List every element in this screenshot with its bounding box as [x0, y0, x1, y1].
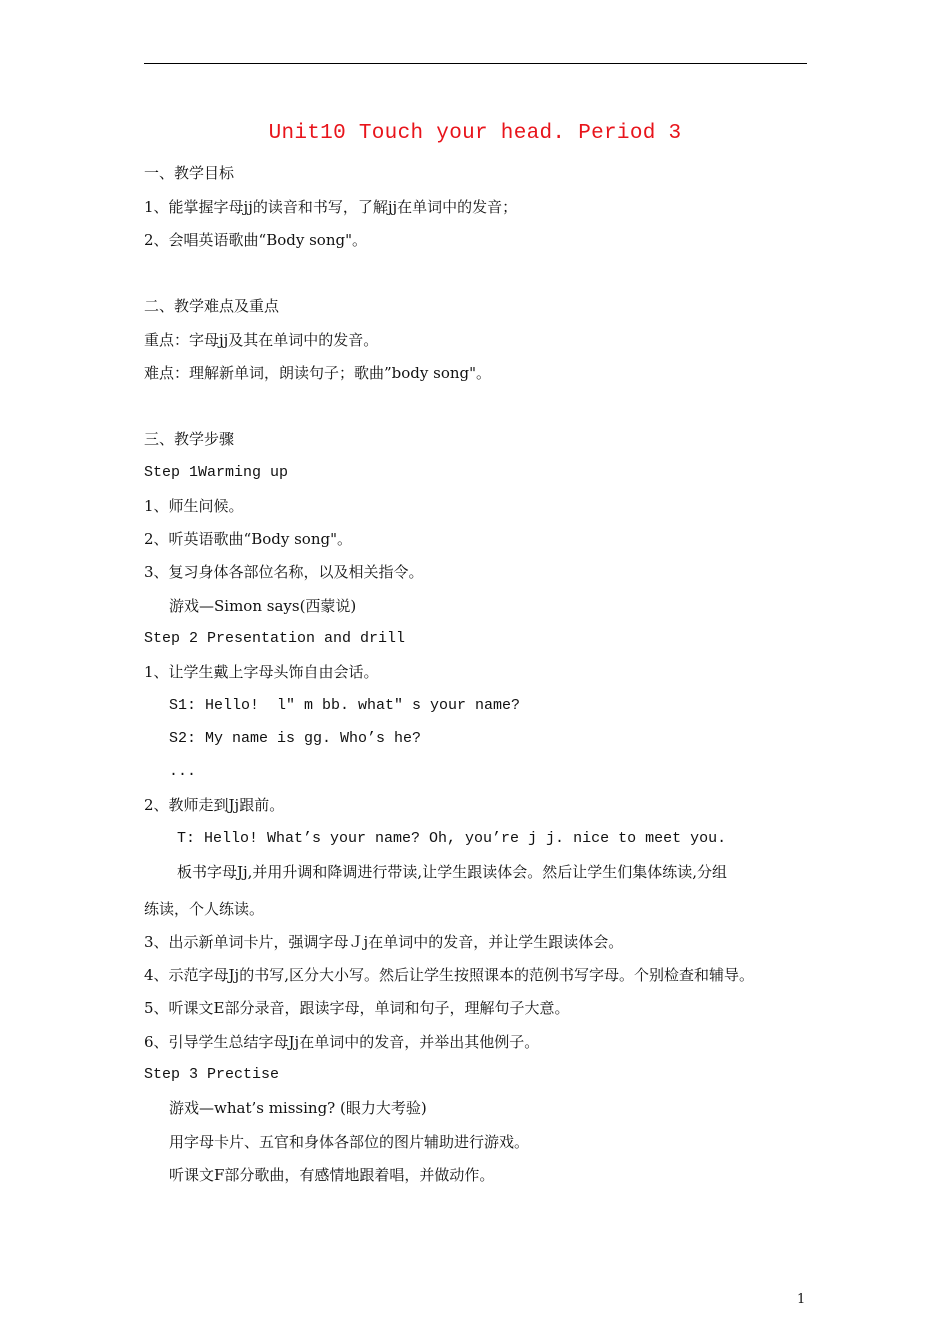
- step-item: 游戏—Simon says(西蒙说): [169, 597, 357, 615]
- dialogue-line: S1: Hello! l" m bb. what" s your name?: [169, 697, 521, 714]
- step-paragraph-continuation: 练读，个人练读。: [144, 900, 265, 918]
- section-heading-objectives: 一、教学目标: [144, 164, 235, 182]
- step-paragraph: 板书字母Jj,并用升调和降调进行带读,让学生跟读体会。然后让学生们集体练读,分组: [177, 863, 727, 881]
- step-title: Step 3 Prectise: [144, 1066, 280, 1083]
- step-item: 1、让学生戴上字母头饰自由会话。: [144, 663, 379, 681]
- document-title: Unit10 Touch your head. Period 3: [268, 122, 682, 145]
- section-heading-steps: 三、教学步骤: [144, 430, 235, 448]
- step-title: Step 2 Presentation and drill: [144, 630, 406, 647]
- key-point-item: 重点：字母jj及其在单词中的发音。: [144, 331, 379, 349]
- step-item: 用字母卡片、五官和身体各部位的图片辅助进行游戏。: [169, 1133, 530, 1151]
- dialogue-ellipsis: ...: [169, 763, 197, 780]
- dialogue-line: T: Hello! What’s your name? Oh, you’re j j. nice to meet you.: [177, 830, 727, 847]
- step-item: 4、示范字母Jj的书写,区分大小写。然后让学生按照课本的范例书写字母。个别检查和辅导。: [144, 966, 754, 984]
- step-item: 5、听课文E部分录音，跟读字母，单词和句子，理解句子大意。: [144, 999, 570, 1017]
- step-title: Step 1Warming up: [144, 464, 289, 481]
- step-item: 游戏—what’s missing? (眼力大考验): [169, 1099, 427, 1117]
- section-heading-key-points: 二、教学难点及重点: [144, 297, 280, 315]
- step-item: 听课文F部分歌曲，有感情地跟着唱，并做动作。: [169, 1166, 495, 1184]
- step-item: 2、教师走到Jj跟前。: [144, 796, 285, 814]
- header-rule: [144, 63, 807, 64]
- step-item: 6、引导学生总结字母Jj在单词中的发音，并举出其他例子。: [144, 1033, 540, 1051]
- step-item: 1、师生问候。: [144, 497, 244, 515]
- step-item: 3、复习身体各部位名称，以及相关指令。: [144, 563, 424, 581]
- difficult-point-item: 难点：理解新单词，朗读句子；歌曲”body song"。: [144, 364, 492, 382]
- step-item: 2、听英语歌曲“Body song"。: [144, 530, 353, 548]
- dialogue-line: S2: My name is gg. Who’s he?: [169, 730, 422, 747]
- page-number: 1: [797, 1292, 806, 1307]
- step-item: 3、出示新单词卡片，强调字母Ｊj在单词中的发音，并让学生跟读体会。: [144, 933, 624, 951]
- objective-item: 1、能掌握字母jj的读音和书写，了解jj在单词中的发音；: [144, 198, 518, 216]
- objective-item: 2、会唱英语歌曲“Body song"。: [144, 231, 368, 249]
